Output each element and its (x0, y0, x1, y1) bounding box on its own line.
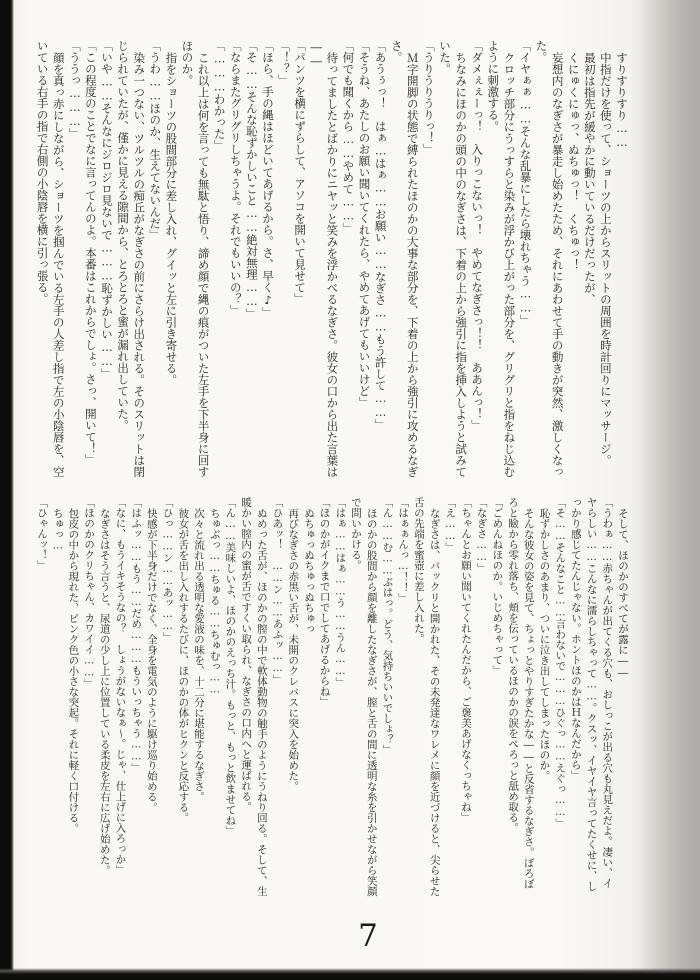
paragraph: 妄想内のなぎさが暴走し始めたため、それにあわせて手の動きが突然、激しくなった。 (534, 40, 565, 477)
paragraph: 「はぁ……はぁ……う……うん……」 (334, 497, 347, 688)
paragraph: 「なぎさ……」 (475, 497, 488, 574)
paragraph: そして、ほのかのすべてが露に―― (617, 507, 629, 679)
paragraph: 「はふッ……もう……だめ………もういっちゃう……」 (130, 497, 143, 773)
paragraph: 快感が下半身だけでなく、全身を電気のように駆け巡り始める。 (145, 507, 158, 812)
paragraph: くにゅくにゅっ、ぬちゅっ！ くちゅっ！ (566, 51, 581, 270)
paragraph: ちゅぶっ……ちゅる……ちゅむっ…… (208, 507, 221, 695)
paragraph: Ｍ字開脚の状態で縛られたほのかの大事な部分を、下着の上から強引に攻めるなぎさ。 (389, 40, 420, 477)
paragraph: ちゅっ… (51, 507, 64, 551)
text-block-top (35, 40, 630, 478)
paragraph: 「！？」 (277, 40, 292, 86)
paragraph: なぎさは、パックリと開かれた、その未発達なワレメに顔を近づけると、尖らせた舌の先端を蜜壺に差し入れた。 (412, 497, 441, 896)
paragraph: 「ひゃんッ！」 (35, 497, 48, 571)
paragraph: 「………わかった」 (212, 40, 227, 151)
paragraph: 「うりうりうりっ！」 (421, 40, 436, 155)
paragraph: 待ってましたとばかりにニヤッと笑みを浮かべるなぎさ。彼女の口から出た言葉は―― (309, 40, 340, 477)
paragraph: 「え……」 (444, 497, 457, 553)
paragraph: 恥ずかしさのあまり、ついに泣き出してしまったほのか。 (538, 507, 551, 781)
paragraph: 「ほのかがイクまで口でしてあげるからね」 (318, 497, 331, 707)
paragraph: 「うわぁ……赤ちゃんが出てくる穴も、おしっこが出る穴も丸見えだよ。凄い、イヤらしい……こんなに濡らしちゃって……。クスッ、イヤイヤ言ってたくせに、しっかり感じてたんじゃない。ホントほのかはＨなんだから」 (569, 497, 614, 892)
paragraph: 「ん……む……ぷはっ。どう、気持ちいいでしょ？」 (381, 497, 394, 755)
scan-bottom-black-band (0, 968, 700, 980)
paragraph: 「ちゃんとお願い聞いてくれたんだから、ご褒美あげなくっちゃね」 (459, 497, 472, 823)
paragraph: 「何でも聞くから……やめて……」 (341, 40, 356, 234)
paragraph: 最初は指先が緩やかに動いているだけだったが、 (582, 51, 597, 305)
paragraph: これ以上は何を言っても無駄と悟り、諦め顔で縄の痕がついた左手を下半身に回すほのか。 (180, 40, 211, 477)
paragraph: 「ほのかのクリちゃん、カワイイ……」 (83, 497, 96, 689)
paragraph: 「ごめんねほのか。いじめちゃって」 (491, 497, 504, 676)
paragraph: 「ダメぇぇーっ！ 入りっこないっ！ やめてなぎさっ！！ ああんっ！」 (470, 40, 485, 431)
page-number: 7 (358, 918, 378, 954)
paragraph: すりすりすり…… (615, 51, 629, 149)
paragraph: 「そ……そんな恥ずかしいこと……絶対無理……」 (244, 40, 259, 320)
paragraph: 染み一つない、ツルツルの痴丘がなぎさの前にさらけ出される。そのスリットは閉じられていたが、僅かに見える隙間から、とろとろと蜜が漏れ出していた。 (116, 40, 147, 477)
paragraph: ぬちゅっぬちゅっぬちゅっ (302, 507, 315, 634)
paragraph: 「はぁぁんっ…！！」 (397, 497, 410, 604)
binding-black-band (0, 0, 14, 980)
paragraph: 「そうね、あたしのお願い聞いてくれたら、やめてあげてもいいけど」 (357, 40, 372, 408)
paragraph: 「ならまたグリグリしちゃうよ。それでもいいの？」 (228, 40, 243, 316)
paragraph: 次々と流れ出る透明な愛液の味を、十二分に堪能するなぎさ。 (193, 507, 206, 802)
paragraph: 「イヤぁぁ……そんな乱暴にしたら壊れちゃう……」 (518, 40, 533, 326)
paragraph: 「ほら、手の縄はほどいてあげるから。さ、早く♪」 (260, 40, 275, 319)
paragraph: 「そ……そんなこと……言わないで………ひぐっ……えぐっ……」 (554, 497, 567, 829)
paragraph: クロッチ部分にうっすらと染みが浮かび上がった部分を、グリグリと指をねじ込むように刺激する。 (486, 40, 517, 477)
paragraph: 中指だけを使って、ショーツの上からスリットの周囲を時計回りにマッサージ。 (598, 51, 613, 466)
page-edge-shadow (630, 0, 700, 980)
paragraph: 指をショーツの股間部分に差し入れ、グイッと左に引き寄せる。 (164, 51, 179, 385)
paragraph: 「ん……美味しいよ、ほのかのえっち汁。もっと、もっと飲ませてね」 (224, 497, 237, 836)
paragraph: 「いや……そんなにジロジロ見ないで………恥ずかしい……」 (100, 40, 114, 380)
paragraph: 「ひあッ！ ……ン……あふッ……」 (271, 497, 284, 685)
paragraph: 「あうぅっ！ はぁ…はぁ……お願い……なぎさ……もう許して……」 (373, 40, 388, 431)
paragraph: ちなみにほのかの頭の中のなぎさは、下着の上から強引に指を挿入しようと試みていた。 (437, 40, 469, 477)
paragraph: 彼女が舌を出し入れするたびに、ほのかの体がヒクンと反応する。 (177, 507, 190, 823)
paragraph: 再びなぎさの赤黒い舌が、未開のクレバスに突入を始めた。 (287, 507, 300, 791)
paragraph: 包皮の中から現れた、ピンク色の小さな突起。それに軽く口付ける。 (67, 507, 80, 833)
paragraph: 顔を真っ赤にしながら、ショーツを掴んでいる左手の人差し指で左の小陰唇を、空いている右手の指で右側の小陰唇を横に引っ張る。 (35, 40, 66, 477)
paragraph: 「なに、もうイキそうなの？ しょうがないなぁ～。じゃ、仕上げに入ろっか」 (114, 497, 127, 875)
paragraph: 「パンツを横にずらして、アソコを開いて見せて」 (293, 40, 308, 305)
paragraph: 「うわ……ほのか、生えてないんだ」 (148, 40, 163, 241)
paragraph: なぎさはそう言うと、尿道の少し上に位置している柔皮を左右に広げ始めた。 (98, 507, 111, 875)
paragraph: ぬめった舌が、ほのかの膣の中で軟体動物の触手のようにうねり回る。そして、生暖かい膣内の蜜が舌ですくい取られ、なぎさの口内へと運ばれる。 (240, 497, 268, 896)
paragraph: 「ひっ……ン……あッ……」 (161, 497, 174, 643)
paragraph: 「この程度のことでなに言ってんのよ。本番はこれからでしょ。さっ、開いて！」 (83, 40, 98, 466)
paragraph: そんな彼女の姿を見て、ちょっとやりすぎたかな――と反省するなぎさ。ぼろぼろと瞼から零れ落ち、頬を伝っているほのかの涙をぺろっと舐め取る。 (507, 497, 535, 889)
paragraph: ほのかの股間から顔を離したなぎさが、膣と舌の間に透明な糸を引かせながら笑顔で問いかける。 (350, 497, 378, 896)
text-block-bottom (33, 497, 630, 897)
paragraph: 「ううっ………」 (67, 40, 82, 140)
